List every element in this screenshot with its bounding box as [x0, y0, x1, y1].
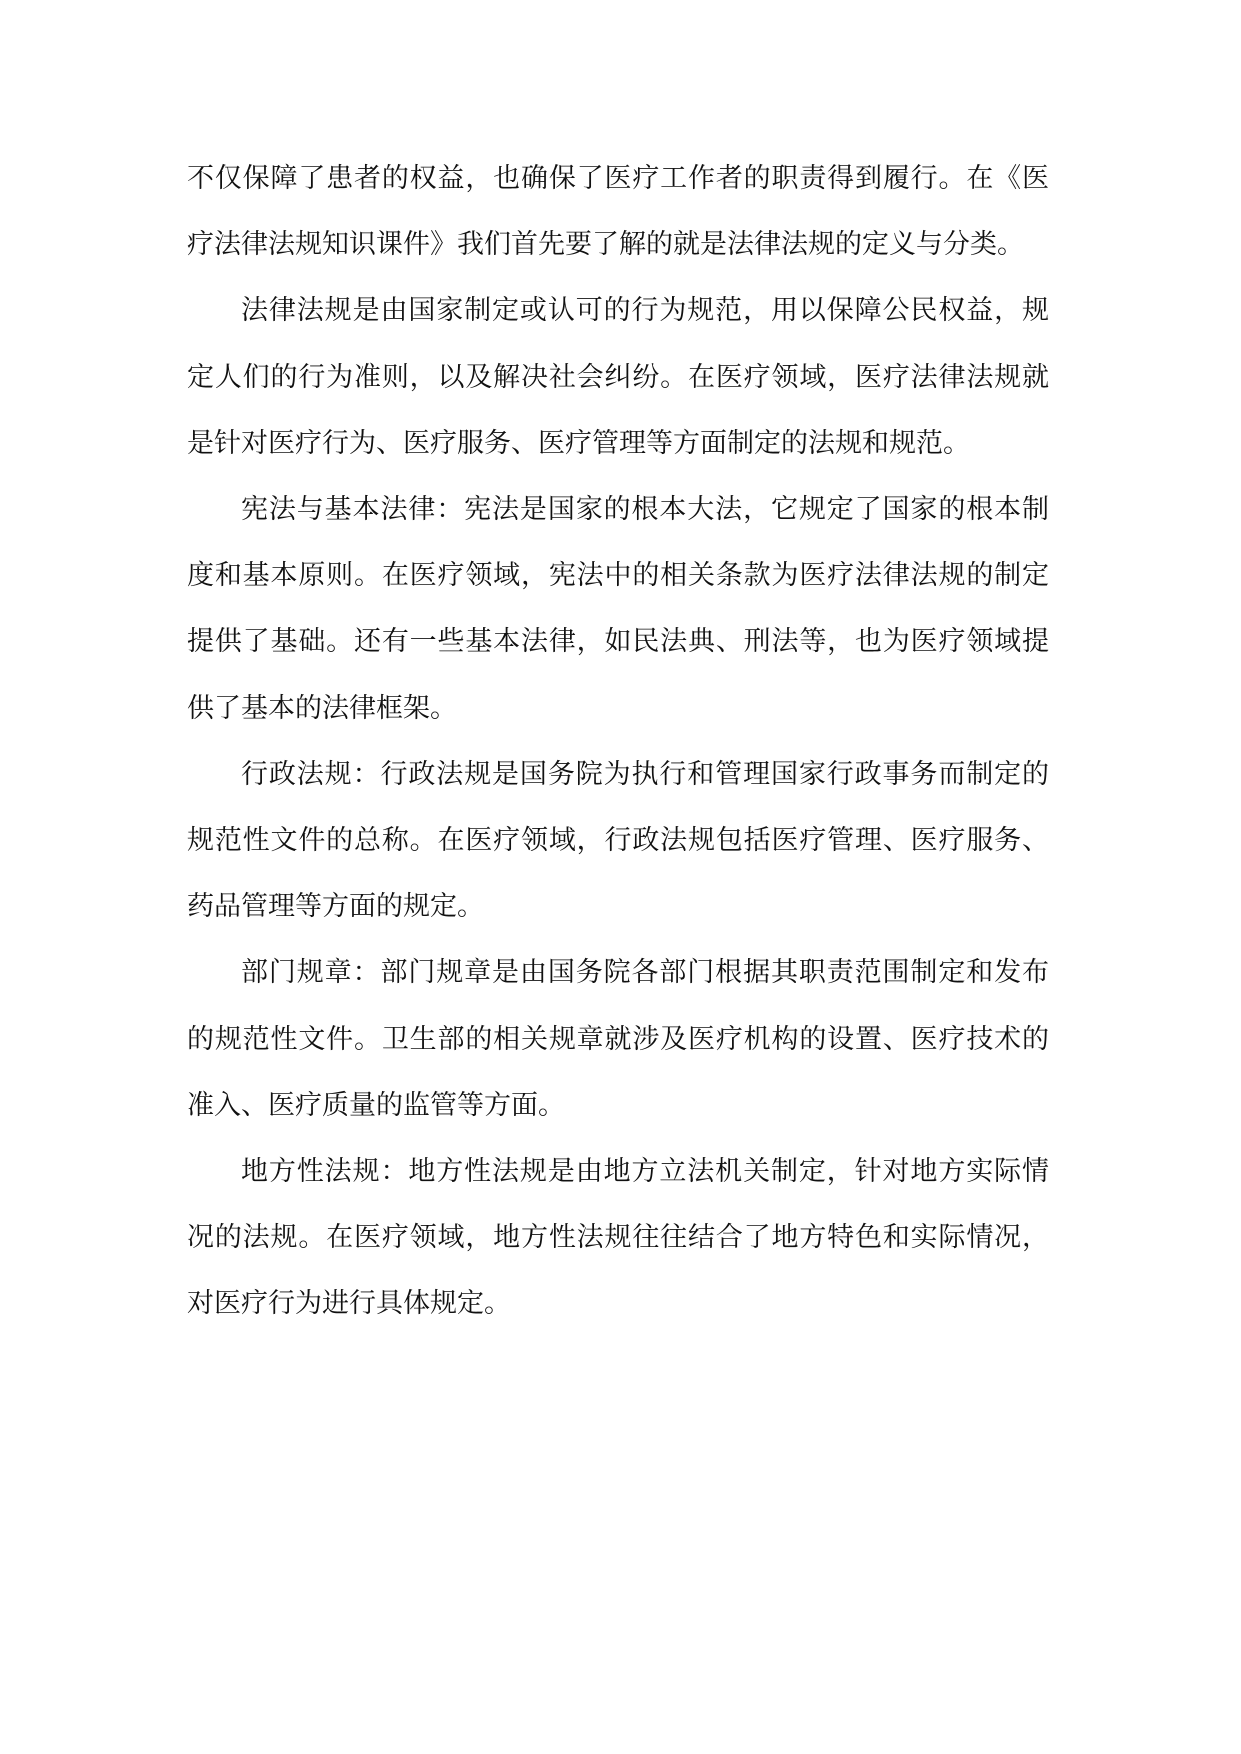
paragraph-intro-continuation: 不仅保障了患者的权益，也确保了医疗工作者的职责得到履行。在《医疗法律法规知识课件》我们首先要了解的就是法律法规的定义与分类。	[187, 163, 1049, 261]
paragraph-definition: 法律法规是由国家制定或认可的行为规范，用以保障公民权益，规定人们的行为准则，以及解决社会纠纷。在医疗领域，医疗法律法规就是针对医疗行为、医疗服务、医疗管理等方面制定的法规和规范。	[187, 295, 1049, 459]
paragraph-local-regulations: 地方性法规：地方性法规是由地方立法机关制定，针对地方实际情况的法规。在医疗领域，地方性法规往往结合了地方特色和实际情况，对医疗行为进行具体规定。	[187, 1156, 1049, 1320]
paragraph-departmental-rules: 部门规章：部门规章是由国务院各部门根据其职责范围制定和发布的规范性文件。卫生部的相关规章就涉及医疗机构的设置、医疗技术的准入、医疗质量的监管等方面。	[187, 957, 1049, 1121]
paragraph-constitution: 宪法与基本法律：宪法是国家的根本大法，它规定了国家的根本制度和基本原则。在医疗领域，宪法中的相关条款为医疗法律法规的制定提供了基础。还有一些基本法律，如民法典、刑法等，也为医疗领域提供了基本的法律框架。	[187, 494, 1049, 724]
document-body	[187, 146, 1049, 1338]
paragraph-administrative-regulations: 行政法规：行政法规是国务院为执行和管理国家行政事务而制定的规范性文件的总称。在医疗领域，行政法规包括医疗管理、医疗服务、药品管理等方面的规定。	[187, 758, 1049, 923]
